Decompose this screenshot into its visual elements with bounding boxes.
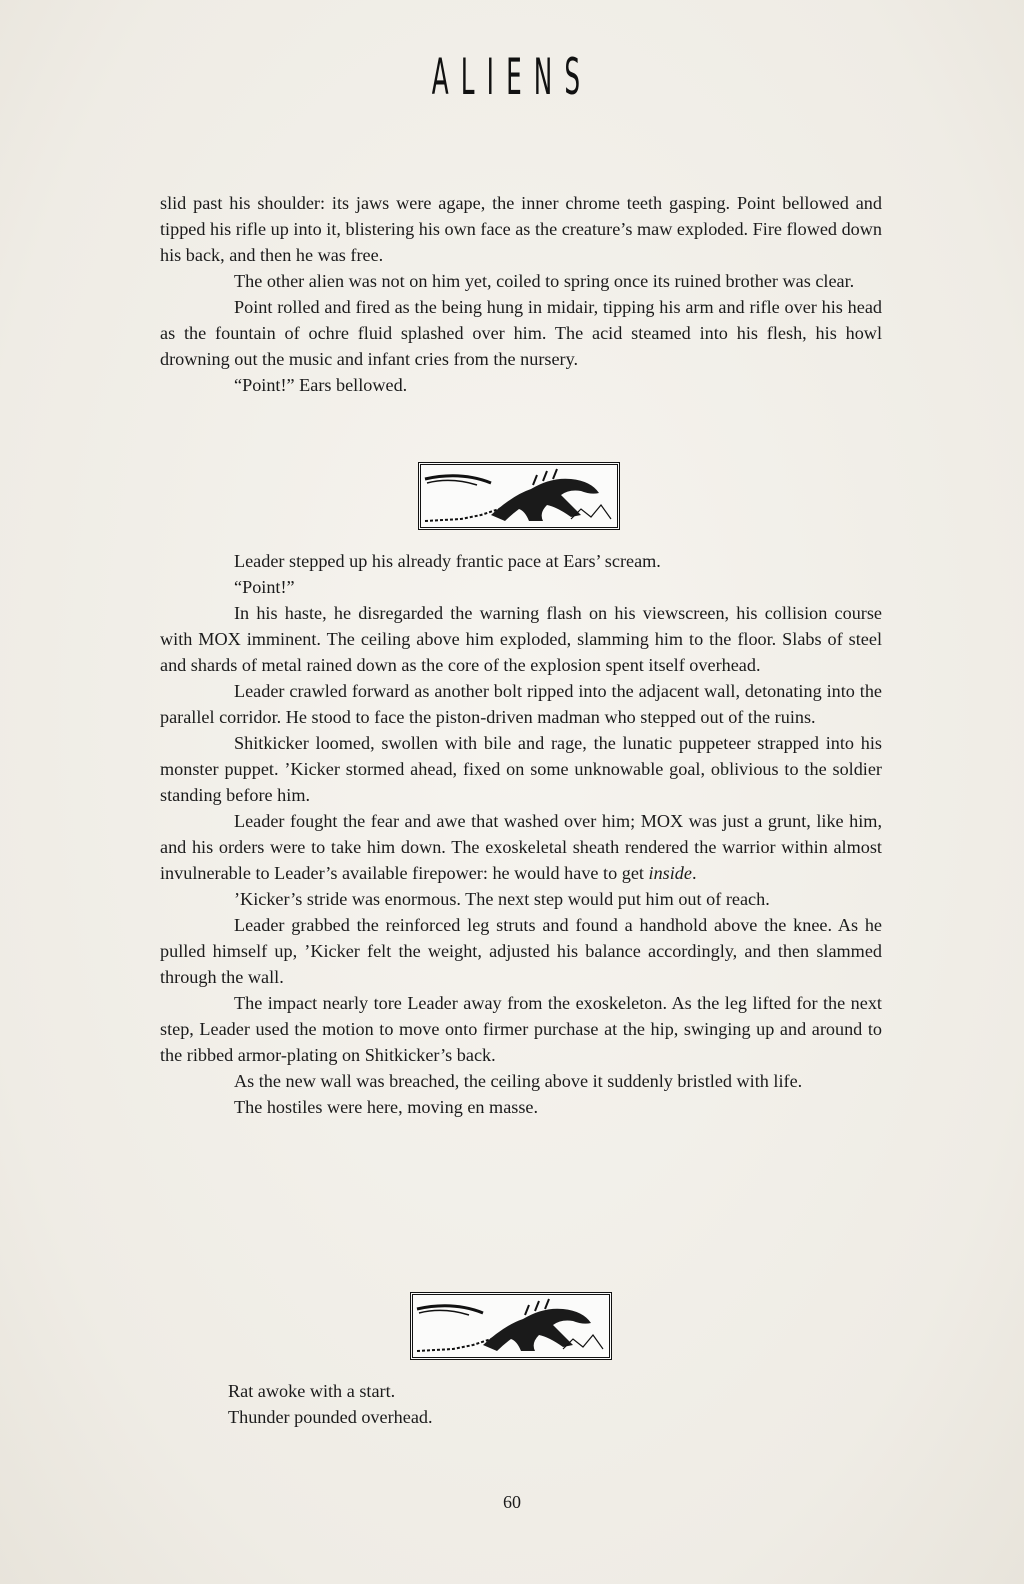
paragraph: ’Kicker’s stride was enormous. The next step would put him out of reach. [234,889,770,909]
paragraph: slid past his shoulder: its jaws were agape, the inner chrome teeth gasping. Point bellowed and tipped his rifle up into it, blistering his own face as the creature’s maw exploded. Fire flowed down his back, and then he was free. [160,193,882,265]
paragraph: Point rolled and fired as the being hung in midair, tipping his arm and rifle over his head as the fountain of ochre fluid splashed over him. The acid steamed into his flesh, his howl drowning out the music and infant cries from the nursery. [160,297,882,369]
alien-creature-icon [421,465,617,527]
alien-divider-illustration [410,1292,612,1360]
paragraph: Shitkicker loomed, swollen with bile and rage, the lunatic puppeteer strapped into his monster puppet. ’Kicker stormed ahead, fixed on some unknowable goal, oblivious to the soldier standing before him. [160,733,882,805]
section-2 [160,548,882,1120]
paragraph: Leader fought the fear and awe that washed over him; MOX was just a grunt, like him, and his orders were to take him down. The exoskeletal sheath rendered the warrior within almost invulnerable to Leader’s available firepower: he would have to get inside. [160,811,882,883]
page-number: 60 [503,1492,521,1512]
aliens-logo: ALIENS [431,48,593,106]
paragraph: The hostiles were here, moving en masse. [234,1097,539,1117]
paragraph: “Point!” [234,577,295,597]
paragraph: Leader grabbed the reinforced leg struts and found a handhold above the knee. As he pulled himself up, ’Kicker felt the weight, adjusted his balance accordingly, and then slammed through the wall. [160,915,882,987]
paragraph: Leader stepped up his already frantic pace at Ears’ scream. [234,551,661,571]
paragraph: As the new wall was breached, the ceiling above it suddenly bristled with life. [234,1071,803,1091]
paragraph-text: Leader fought the fear and awe that washed over him; MOX was just a grunt, like him, and his orders were to take him down. The exoskeletal sheath rendered the warrior within almost invulnerable to Leader’s available firepower: he would have to get [160,811,882,883]
section-3 [154,1378,876,1430]
section-1 [160,190,882,398]
paragraph: Leader crawled forward as another bolt ripped into the adjacent wall, detonating into the parallel corridor. He stood to face the piston-driven madman who stepped out of the ruins. [160,681,882,727]
paragraph: The other alien was not on him yet, coiled to spring once its ruined brother was clear. [234,271,855,291]
paragraph: The impact nearly tore Leader away from the exoskeleton. As the leg lifted for the next step, Leader used the motion to move onto firmer purchase at the hip, swinging up and around to the ribbed armor-plating on Shitkicker’s back. [160,993,882,1065]
paragraph: “Point!” Ears bellowed. [234,375,408,395]
alien-creature-icon [413,1295,609,1357]
emphasis-word: inside [648,863,692,883]
paragraph: Thunder pounded overhead. [228,1407,433,1427]
alien-divider-illustration [418,462,620,530]
paragraph: Rat awoke with a start. [228,1381,396,1401]
paragraph: In his haste, he disregarded the warning flash on his viewscreen, his collision course with MOX imminent. The ceiling above him exploded, slamming him to the floor. Slabs of steel and shards of metal rained down as the core of the explosion spent itself overhead. [160,603,882,675]
